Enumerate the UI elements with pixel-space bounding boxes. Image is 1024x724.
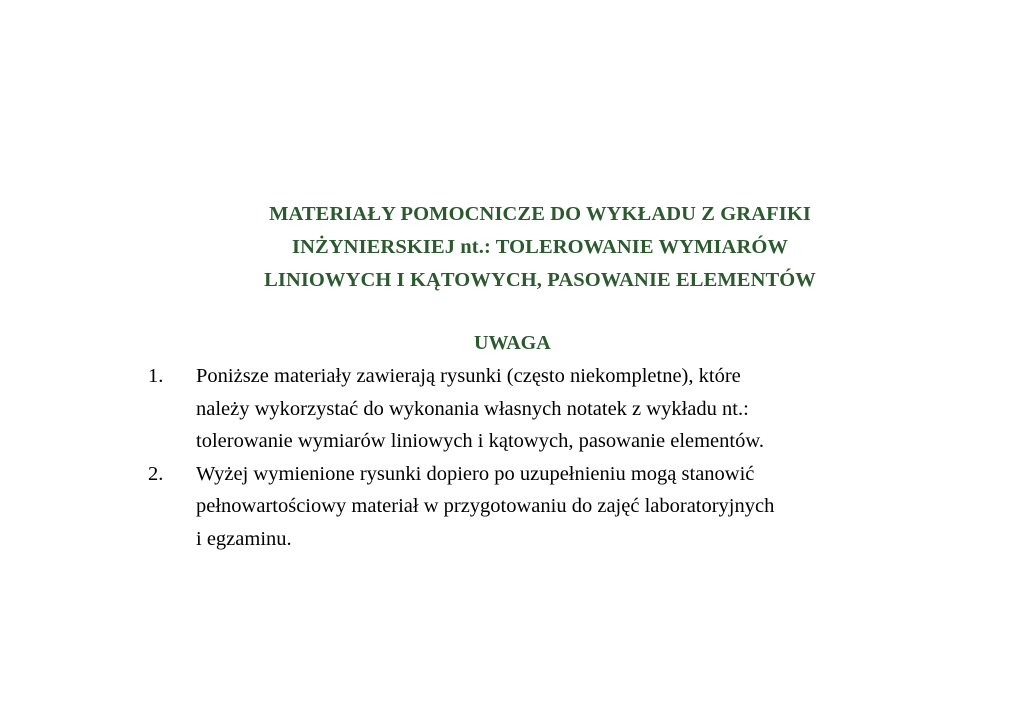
note-item — [148, 458, 908, 556]
note-number: 1. — [148, 365, 164, 387]
note-number: 2. — [148, 462, 164, 485]
title-line: LINIOWYCH I KĄTOWYCH, PASOWANIE ELEMENTÓW — [264, 269, 816, 291]
document-title — [150, 198, 930, 297]
title-line: MATERIAŁY POMOCNICZE DO WYKŁADU Z GRAFIKI — [269, 203, 811, 225]
note-line: Wyżej wymienione rysunki dopiero po uzupełnieniu mogą stanowić — [196, 462, 755, 485]
note-line: należy wykorzystać do wykonania własnych notatek z wykładu nt.: — [196, 397, 749, 420]
note-item — [148, 360, 908, 458]
note-line: Poniższe materiały zawierają rysunki (często niekompletne), które — [196, 365, 741, 387]
note-line: pełnowartościowy materiał w przygotowaniu do zajęć laboratoryjnych — [196, 495, 775, 517]
note-line: tolerowanie wymiarów liniowych i kątowych, pasowanie elementów. — [196, 430, 764, 452]
title-line: INŻYNIERSKIEJ nt.: TOLEROWANIE WYMIARÓW — [292, 236, 788, 258]
notes-list — [148, 360, 908, 555]
note-line: i egzaminu. — [196, 527, 292, 550]
notice-heading: UWAGA — [474, 332, 551, 354]
